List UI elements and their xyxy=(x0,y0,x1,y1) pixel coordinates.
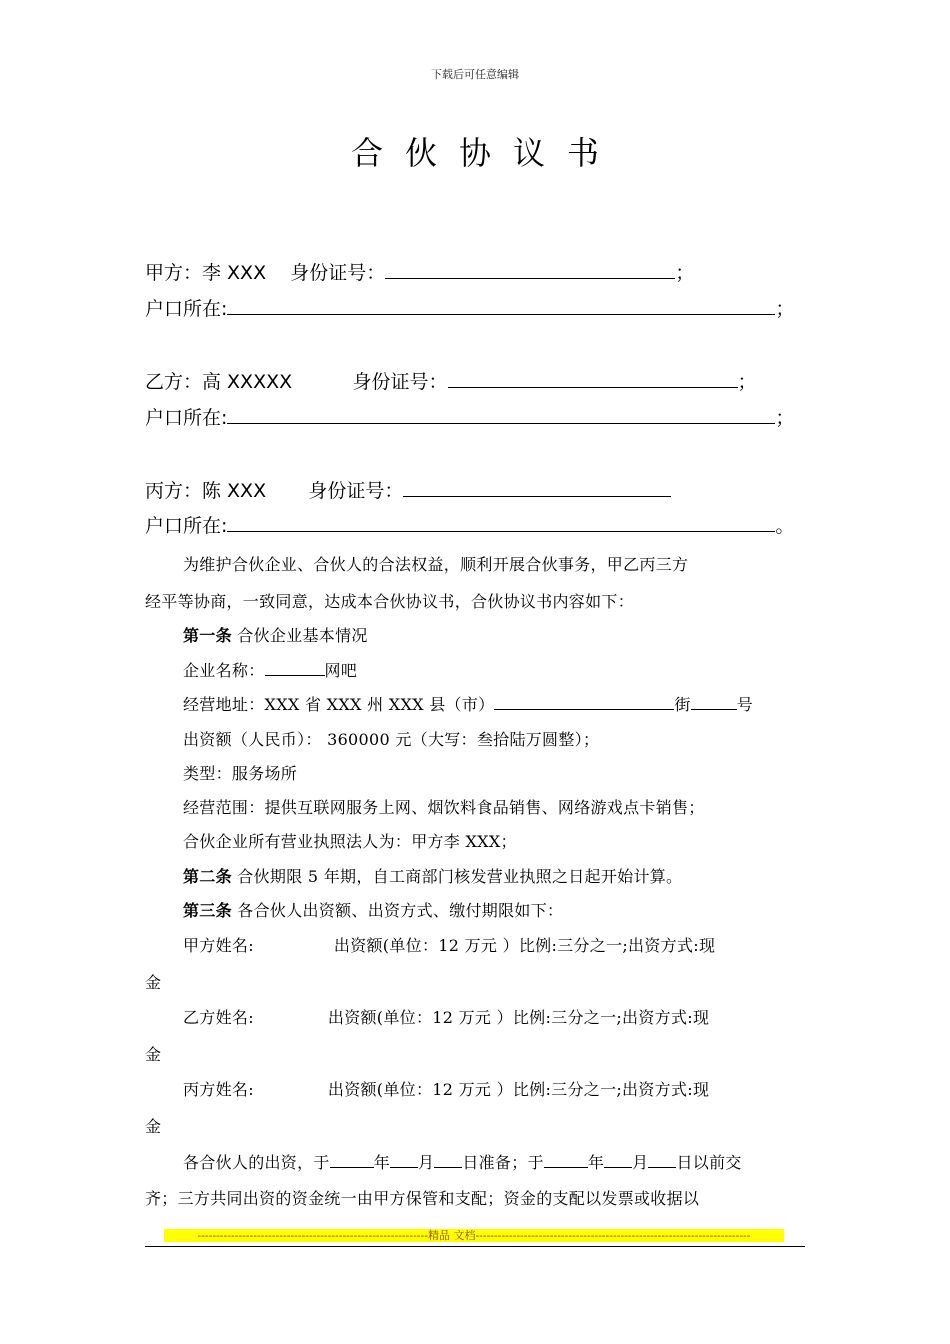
year-label: 年 xyxy=(373,1153,391,1172)
party-c-id-field[interactable] xyxy=(403,478,671,497)
contribution-row xyxy=(183,1077,709,1100)
year-label: 年 xyxy=(587,1153,605,1172)
header-note: 下载后可任意编辑 xyxy=(431,68,519,81)
party-a-hukou-line xyxy=(145,294,794,321)
footer-rule xyxy=(145,1246,805,1247)
number-label: 号 xyxy=(736,695,754,714)
party-b-line xyxy=(145,367,757,394)
article-1-head: 第一条 xyxy=(183,626,232,645)
street-blank[interactable] xyxy=(494,695,674,710)
company-name-blank[interactable] xyxy=(265,661,325,676)
party-b-hukou-line xyxy=(145,403,794,430)
type-line: 类型：服务场所 xyxy=(183,764,298,783)
party-b-id-field[interactable] xyxy=(448,369,738,388)
party-a-id-label: 身份证号： xyxy=(290,262,386,284)
party-b-label: 乙方：高 XXXXX xyxy=(145,371,293,393)
contribution-detail: 出资额(单位：12 万元 ）比例:三分之一;出资方式:现 xyxy=(327,1080,710,1099)
article-1 xyxy=(183,623,368,646)
party-b-hukou-end: ； xyxy=(775,407,795,429)
party-a-end: ； xyxy=(675,262,695,284)
party-a-hukou-end: ； xyxy=(775,298,795,320)
party-c-hukou-field[interactable] xyxy=(227,513,775,532)
party-a-hukou-label: 户口所在: xyxy=(145,298,228,320)
party-b-id-label: 身份证号： xyxy=(352,371,448,393)
party-a-line xyxy=(145,258,694,285)
year-blank[interactable] xyxy=(330,1153,374,1168)
month-label: 月 xyxy=(418,1153,435,1172)
party-b-hukou-field[interactable] xyxy=(227,405,775,424)
footer-band: --------------------------------------------------------------精品 文档-------------------------------------------------------------------------- xyxy=(164,1229,784,1242)
day-label: 日以前交 xyxy=(676,1153,742,1172)
article-3-head: 第三条 xyxy=(183,901,232,920)
party-c-hukou-end: 。 xyxy=(775,515,795,537)
article-2-head: 第二条 xyxy=(183,867,232,886)
document-title: 合伙协议书 xyxy=(350,134,621,172)
party-b-hukou-label: 户口所在: xyxy=(145,407,228,429)
street-label: 街 xyxy=(674,695,691,714)
party-a-hukou-field[interactable] xyxy=(227,296,775,315)
party-c-label: 丙方：陈 XXX xyxy=(145,480,267,502)
intro-line-1: 为维护合伙企业、合伙人的合法权益，顺利开展合伙事务，甲乙丙三方 xyxy=(183,555,689,574)
contribution-name: 甲方姓名: xyxy=(183,936,254,955)
party-c-id-label: 身份证号： xyxy=(308,480,404,502)
year-blank[interactable] xyxy=(544,1153,588,1168)
day-blank[interactable] xyxy=(648,1153,676,1168)
party-c-line xyxy=(145,476,671,503)
schedule-line-1 xyxy=(183,1150,742,1173)
article-3-text: 各合伙人出资额、出资方式、缴付期限如下： xyxy=(237,901,564,920)
party-a-label: 甲方：李 XXX xyxy=(145,262,267,284)
intro-line-2: 经平等协商，一致同意，达成本合伙协议书，合伙协议书内容如下： xyxy=(145,592,635,611)
number-blank[interactable] xyxy=(691,695,737,710)
month-blank[interactable] xyxy=(390,1153,418,1168)
contribution-wrap: 金 xyxy=(145,1117,162,1136)
contribution-detail: 出资额(单位：12 万元 ）比例:三分之一;出资方式:现 xyxy=(333,936,716,955)
address-label: 经营地址：XXX 省 XXX 州 XXX 县（市） xyxy=(183,695,495,714)
party-c-hukou-label: 户口所在: xyxy=(145,515,228,537)
party-a-id-field[interactable] xyxy=(385,260,675,279)
legal-person-line: 合伙企业所有营业执照法人为：甲方李 XXX； xyxy=(183,832,517,851)
company-name-line xyxy=(183,658,357,681)
contribution-name: 乙方姓名: xyxy=(183,1008,254,1027)
contribution-wrap: 金 xyxy=(145,973,162,992)
contribution-row xyxy=(183,933,715,956)
article-2 xyxy=(183,864,682,887)
schedule-text: 各合伙人的出资，于 xyxy=(183,1153,330,1172)
scope-line: 经营范围：提供互联网服务上网、烟饮料食品销售、网络游戏点卡销售； xyxy=(183,798,705,817)
day-blank[interactable] xyxy=(434,1153,462,1168)
company-name-label: 企业名称： xyxy=(183,661,265,680)
month-label: 月 xyxy=(632,1153,649,1172)
article-1-title: 合伙企业基本情况 xyxy=(237,626,368,645)
day-label: 日准备；于 xyxy=(462,1153,544,1172)
address-line xyxy=(183,692,753,715)
month-blank[interactable] xyxy=(604,1153,632,1168)
company-name-suffix: 网吧 xyxy=(324,661,358,680)
capital-line: 出资额（人民币）： 360000 元（大写：叁拾陆万圆整）； xyxy=(183,730,600,749)
party-c-hukou-line xyxy=(145,511,794,538)
contribution-name: 丙方姓名: xyxy=(183,1080,254,1099)
contribution-wrap: 金 xyxy=(145,1045,162,1064)
schedule-line-2: 齐；三方共同出资的资金统一由甲方保管和支配；资金的支配以发票或收据以 xyxy=(145,1189,700,1208)
article-2-text: 合伙期限 5 年期，自工商部门核发营业执照之日起开始计算。 xyxy=(237,867,683,886)
article-3 xyxy=(183,898,563,921)
contribution-row xyxy=(183,1005,709,1028)
contribution-detail: 出资额(单位：12 万元 ）比例:三分之一;出资方式:现 xyxy=(327,1008,710,1027)
party-b-end: ； xyxy=(737,371,757,393)
